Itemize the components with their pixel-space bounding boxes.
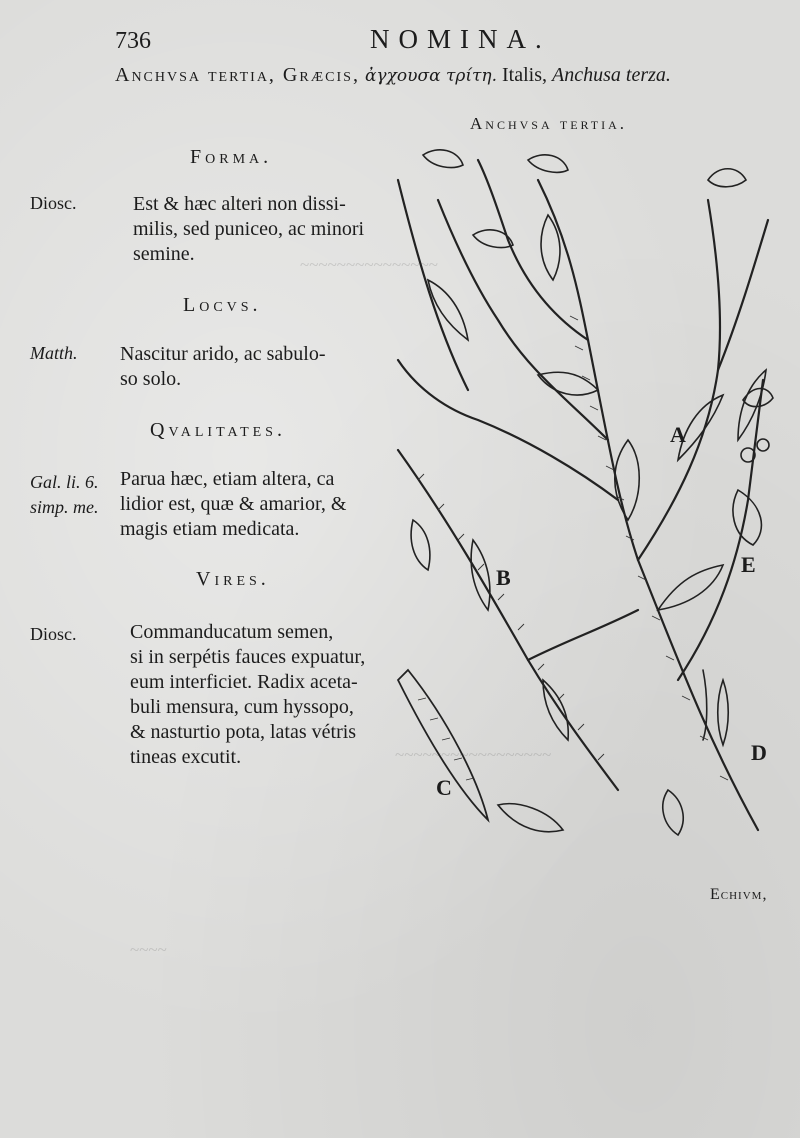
anchusa-woodcut-illustration — [378, 140, 788, 860]
margin-note: simp. me. — [30, 497, 99, 517]
flower — [411, 520, 430, 570]
text-line: eum interficiet. Radix aceta- — [130, 671, 358, 693]
leaf — [658, 565, 723, 610]
figure-label-b: B — [496, 565, 511, 590]
text-line: semine. — [133, 243, 195, 265]
detail-e-seed — [757, 439, 769, 451]
section-text — [133, 192, 378, 267]
text-line: milis, sed puniceo, ac minori — [133, 218, 365, 240]
show-through-text: ~~~~~~~~~~~~~~~~~ — [395, 745, 552, 764]
text-line: magis etiam medicata. — [120, 518, 300, 540]
text-line: buli mensura, cum hyssopo, — [130, 696, 354, 718]
flower — [663, 790, 683, 835]
figure-label-e: E — [741, 552, 756, 577]
figure-label-d: D — [751, 740, 767, 765]
main-stem — [538, 180, 758, 830]
stem-branch — [528, 610, 638, 660]
flower — [423, 150, 463, 168]
figure-title: Anchvsa tertia. — [470, 114, 628, 133]
detail-d-stamen — [703, 670, 707, 740]
margin-note: Matth. — [30, 343, 78, 363]
leaf — [538, 372, 598, 395]
headline-greek: ἀγχουσα τρίτη. — [364, 66, 498, 86]
text-line: & nasturtio pota, latas vétris — [130, 721, 357, 743]
stem-branch — [398, 180, 468, 390]
flower — [528, 155, 568, 173]
flower — [708, 169, 746, 187]
text-line: Nascitur arido, ac sabulo- — [120, 343, 326, 365]
text-line: tineas excutit. — [130, 746, 242, 768]
section-heading-qualitates: Qvalitates. — [150, 419, 286, 441]
figure-label-c: C — [436, 775, 452, 800]
running-head: NOMINA. — [370, 24, 551, 54]
branch-b — [398, 450, 618, 790]
show-through-text: ~~~~ — [130, 940, 167, 959]
margin-note: Gal. li. 6. — [30, 472, 99, 492]
text-line: Commanducatum semen, — [130, 621, 334, 643]
headline-mid: Italis, — [502, 64, 548, 86]
margin-note: Diosc. — [30, 624, 77, 644]
branch-bristles — [418, 474, 604, 760]
figure-label-a: A — [670, 422, 686, 447]
section-text — [130, 620, 375, 770]
detail-d-petal — [718, 680, 729, 745]
section-text — [120, 467, 365, 542]
leaf — [471, 540, 490, 610]
text-line: lidior est, quæ & amarior, & — [120, 493, 347, 515]
section-heading-vires: Vires. — [196, 568, 270, 590]
detail-c-seed — [498, 804, 563, 832]
leaf — [615, 440, 639, 520]
text-line: so solo. — [120, 368, 182, 390]
page-number: 736 — [115, 28, 151, 54]
catchword: Echivm, — [710, 886, 768, 903]
stem-branch — [638, 200, 720, 560]
stem-branch — [718, 220, 768, 370]
entry-headline — [115, 64, 671, 87]
stem-branch — [398, 360, 618, 500]
show-through-text: ~~~~~~~~~~~~~~~ — [300, 255, 438, 274]
text-line: Est & hæc alteri non dissi- — [133, 193, 346, 215]
headline-italic: Anchusa terza. — [552, 64, 671, 86]
section-heading-locus: Locvs. — [183, 294, 262, 316]
text-line: Parua hæc, etiam altera, ca — [120, 468, 335, 490]
headline-lead: Anchvsa tertia, Græcis, — [115, 64, 360, 86]
text-line: si in serpétis fauces expuatur, — [130, 646, 366, 668]
margin-note: Diosc. — [30, 193, 77, 213]
leaf-hatching — [418, 698, 474, 780]
section-heading-forma: Forma. — [190, 146, 273, 168]
section-text — [120, 342, 365, 392]
